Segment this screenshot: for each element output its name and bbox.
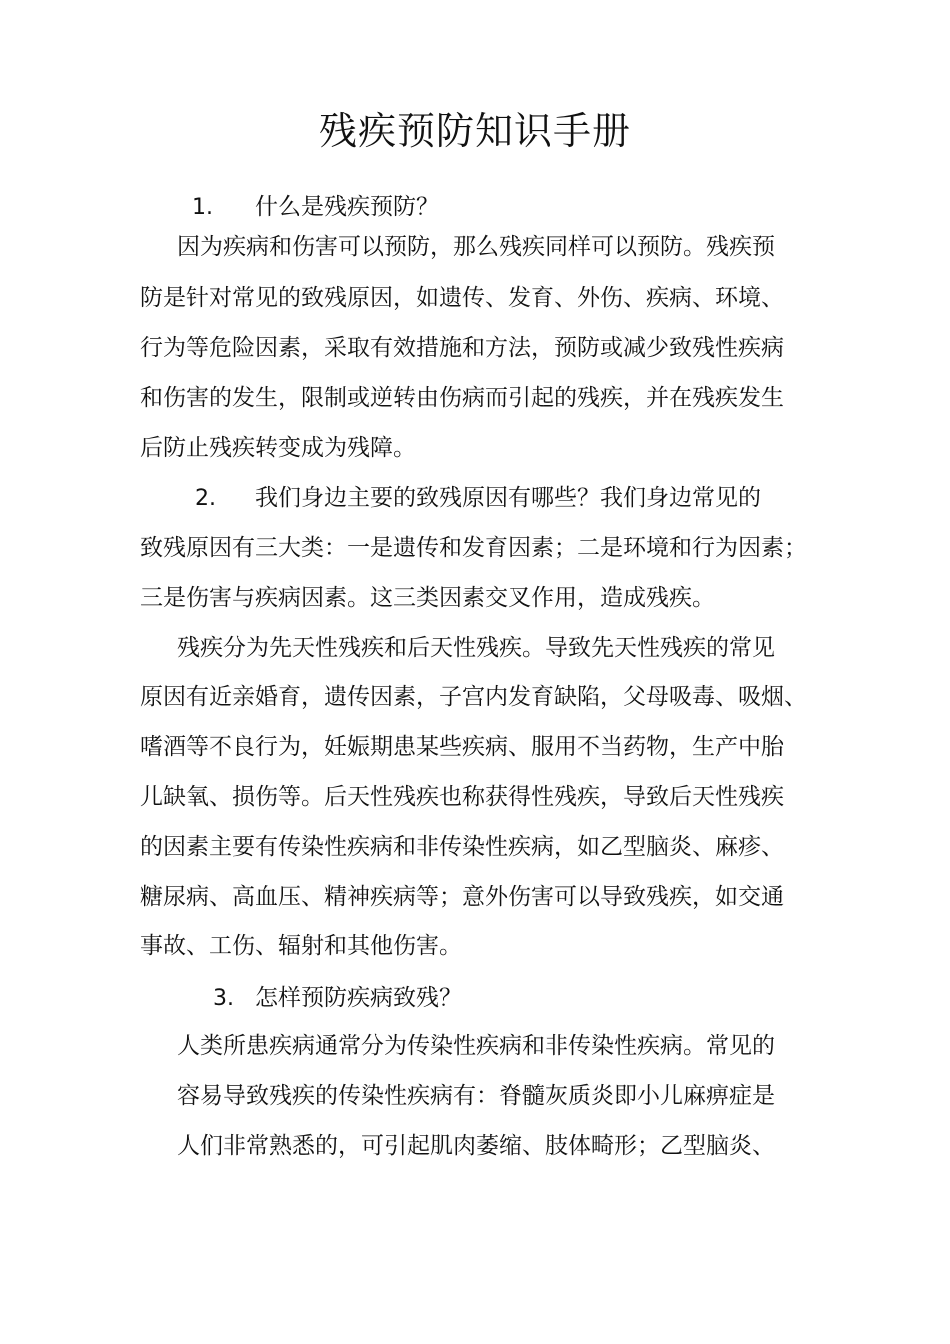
section-3-line-3: 人们非常熟悉的，可引起肌肉萎缩、肢体畸形；乙型脑炎、 xyxy=(177,1133,775,1159)
section-2-para2-line-3: 嗜酒等不良行为，妊娠期患某些疾病、服用不当药物，生产中胎 xyxy=(140,734,784,760)
section-2-para2-line-1: 残疾分为先天性残疾和后天性残疾。导致先天性残疾的常见 xyxy=(177,635,775,661)
section-3-line-1: 人类所患疾病通常分为传染性疾病和非传染性疾病。常见的 xyxy=(177,1033,775,1059)
section-2-heading: 我们身边主要的致残原因有哪些？我们身边常见的 xyxy=(255,485,761,511)
section-2-para2-line-6: 糖尿病、高血压、精神疾病等；意外伤害可以导致残疾，如交通 xyxy=(140,884,784,910)
section-2-para2-line-7: 事故、工伤、辐射和其他伤害。 xyxy=(140,933,462,959)
document-title: 残疾预防知识手册 xyxy=(318,109,631,153)
section-1-line-4: 和伤害的发生，限制或逆转由伤病而引起的残疾，并在残疾发生 xyxy=(140,385,784,411)
section-2-para2-line-4: 儿缺氧、损伤等。后天性残疾也称获得性残疾，导致后天性残疾 xyxy=(140,784,784,810)
section-1-line-1: 因为疾病和伤害可以预防，那么残疾同样可以预防。残疾预 xyxy=(177,234,775,260)
section-1-line-5: 后防止残疾转变成为残障。 xyxy=(140,435,416,461)
section-1-number: 1. xyxy=(192,195,213,220)
section-3-line-2: 容易导致残疾的传染性疾病有：脊髓灰质炎即小儿麻痹症是 xyxy=(177,1083,775,1109)
section-2-number: 2. xyxy=(195,486,216,511)
section-3-number: 3. xyxy=(213,986,234,1011)
section-1-line-3: 行为等危险因素，采取有效措施和方法，预防或减少致残性疾病 xyxy=(140,335,784,361)
section-2-para2-line-5: 的因素主要有传染性疾病和非传染性疾病，如乙型脑炎、麻疹、 xyxy=(140,834,784,860)
section-1-line-2: 防是针对常见的致残原因，如遗传、发育、外伤、疾病、环境、 xyxy=(140,285,784,311)
section-2-line-2: 三是伤害与疾病因素。这三类因素交叉作用，造成残疾。 xyxy=(140,585,715,611)
section-2-line-1: 致残原因有三大类：一是遗传和发育因素；二是环境和行为因素； xyxy=(140,535,807,561)
section-1-heading: 什么是残疾预防？ xyxy=(255,194,439,220)
section-2-para2-line-2: 原因有近亲婚育，遗传因素，子宫内发育缺陷，父母吸毒、吸烟、 xyxy=(140,684,807,710)
section-3-heading: 怎样预防疾病致残？ xyxy=(255,985,462,1011)
